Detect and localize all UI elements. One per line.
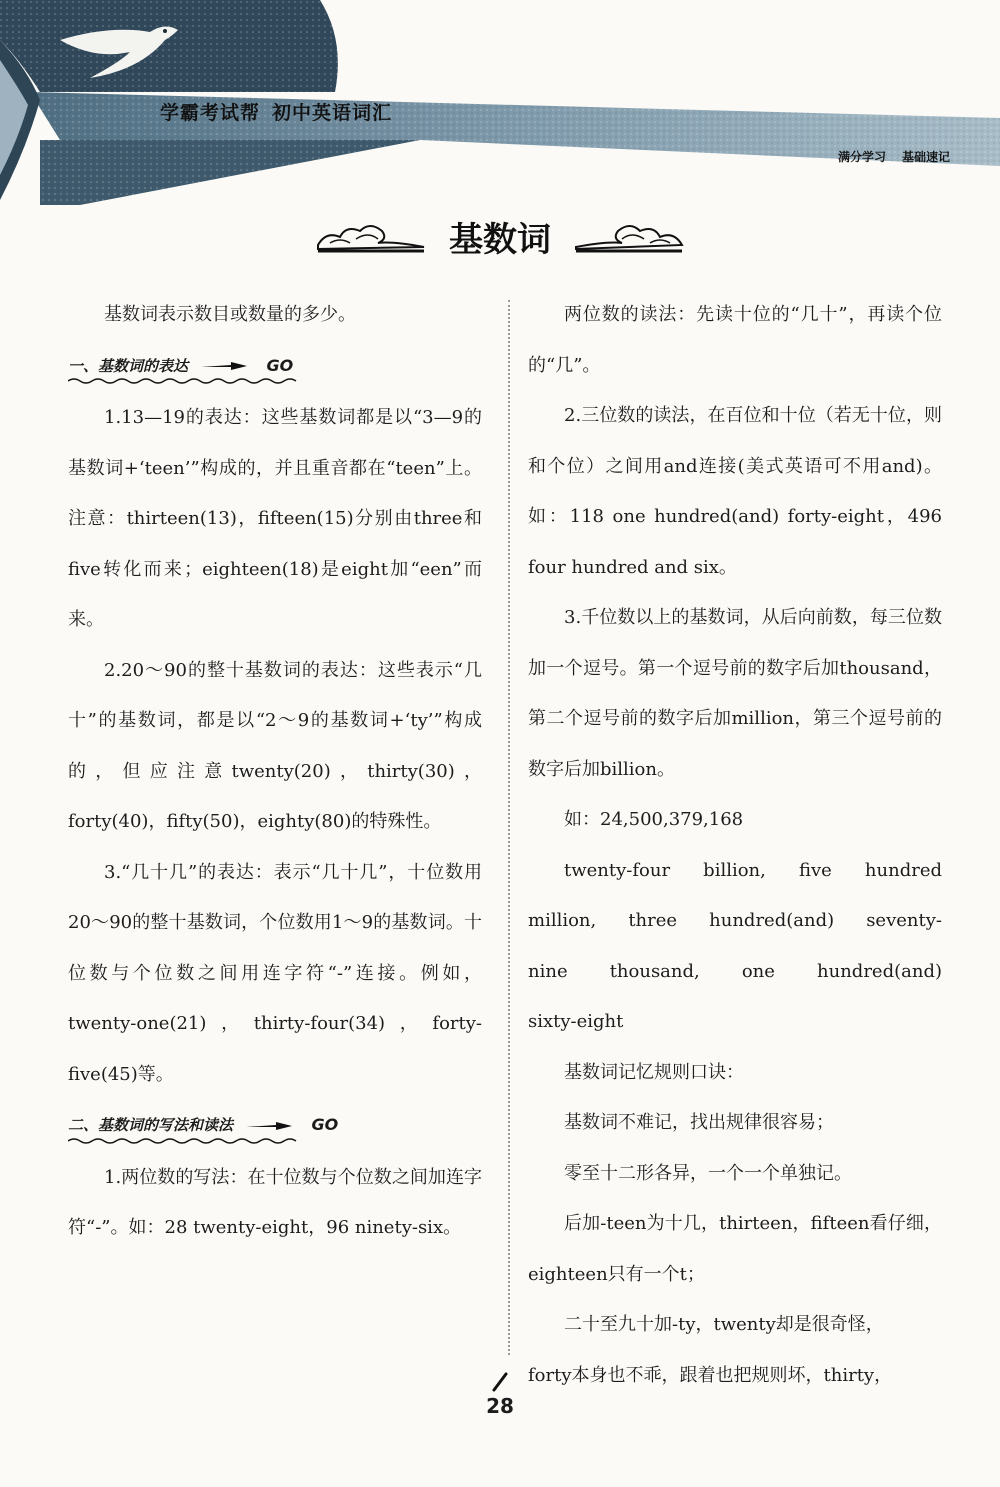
cloud-ornament-left-icon bbox=[316, 217, 426, 257]
thousands-reading: 3.千位数以上的基数词，从后向前数，每三位数加一个逗号。第一个逗号前的数字后加thousand，第二个逗号前的数字后加million，第三个逗号前的数字后加billion。 bbox=[528, 607, 942, 780]
section-heading-1 bbox=[68, 341, 482, 394]
section2-point1: 1.两位数的写法：在十位数与个位数之间加连字符“-”。如：28 twenty-eight，96 ninety-six。 bbox=[68, 1166, 482, 1238]
page-number-text: 28 bbox=[486, 1394, 514, 1418]
section-heading-2-text: 二、基数词的写法和读法 bbox=[68, 1116, 234, 1134]
series-title bbox=[160, 98, 392, 125]
left-column bbox=[68, 290, 482, 1254]
example-number: 如：24,500,379,168 bbox=[564, 809, 744, 830]
tag-basic-memo: 基础速记 bbox=[901, 150, 950, 164]
cloud-ornament-right-icon bbox=[574, 217, 684, 257]
section1-point3: 3.“几十几”的表达：表示“几十几”，十位数用20～90的整十基数词，个位数用1～9的基数词。十位数与个位数之间用连字符“-”连接。例如，twenty-one(21)，thirty-four(34)，forty-five(45)等。 bbox=[68, 861, 482, 1085]
right-column bbox=[528, 290, 942, 1401]
rhyme-line-1: 基数词不难记，找出规律很容易； bbox=[564, 1112, 834, 1133]
series-tags bbox=[838, 148, 950, 165]
section1-point1: 1.13—19的表达：这些基数词都是以“3—9的基数词+‘teen’”构成的，并且重音都在“teen”上。注意：thirteen(13)，fifteen(15)分别由three和five转化而来；eighteen(18)是eight加“een”而来。 bbox=[68, 407, 482, 630]
header-band-graphic bbox=[0, 0, 1000, 205]
pen-stroke-icon bbox=[492, 1372, 508, 1392]
example-words: twenty-four billion, five hundred million, three hundred(and) seventy-nine thousand, one hundred(and) sixty-eight bbox=[528, 859, 942, 1032]
rhyme-line-5: forty本身也不乖，跟着也把规则坏，thirty， bbox=[528, 1364, 893, 1386]
tag-full-score: 满分学习 bbox=[837, 150, 886, 164]
go-label: GO bbox=[311, 1115, 339, 1134]
page-number bbox=[470, 1394, 530, 1418]
page-header bbox=[0, 0, 1000, 205]
three-digit-reading: 2.三位数的读法，在百位和十位（若无十位，则和个位）之间用and连接(美式英语可不用and)。如：118 one hundred(and) forty-eight，496 four hundred and six。 bbox=[528, 405, 942, 578]
intro-paragraph: 基数词表示数目或数量的多少。 bbox=[104, 304, 356, 325]
chapter-title: 基数词 bbox=[449, 220, 551, 260]
rhyme-line-2: 零至十二形各异，一个一个单独记。 bbox=[564, 1162, 852, 1184]
column-divider bbox=[508, 300, 510, 1355]
two-digit-reading: 两位数的读法：先读十位的“几十”，再读个位的“几”。 bbox=[528, 304, 942, 376]
wavy-underline-icon bbox=[68, 377, 300, 385]
series-subtitle: 初中英语词汇 bbox=[272, 102, 393, 124]
rhyme-title: 基数词记忆规则口诀： bbox=[564, 1061, 744, 1083]
section-heading-2 bbox=[68, 1100, 482, 1153]
wavy-underline-icon bbox=[68, 1137, 300, 1145]
arrow-icon bbox=[246, 1121, 292, 1131]
section1-point2: 2.20～90的整十基数词的表达：这些表示“几十”的基数词，都是以“2～9的基数词+‘ty’”构成的，但应注意twenty(20)，thirty(30)，forty(40)，fifty(50)，eighty(80)的特殊性。 bbox=[68, 659, 482, 832]
arrow-icon bbox=[201, 361, 247, 371]
rhyme-line-3: 后加-teen为十几，thirteen，fifteen看仔细，eighteen只有一个t； bbox=[528, 1213, 942, 1285]
go-label: GO bbox=[266, 355, 294, 375]
section-heading-1-text: 一、基数词的表达 bbox=[68, 356, 189, 375]
chapter-heading bbox=[0, 212, 1000, 268]
series-name: 学霸考试帮 bbox=[160, 102, 261, 124]
rhyme-line-4: 二十至九十加-ty，twenty却是很奇怪， bbox=[564, 1314, 884, 1335]
